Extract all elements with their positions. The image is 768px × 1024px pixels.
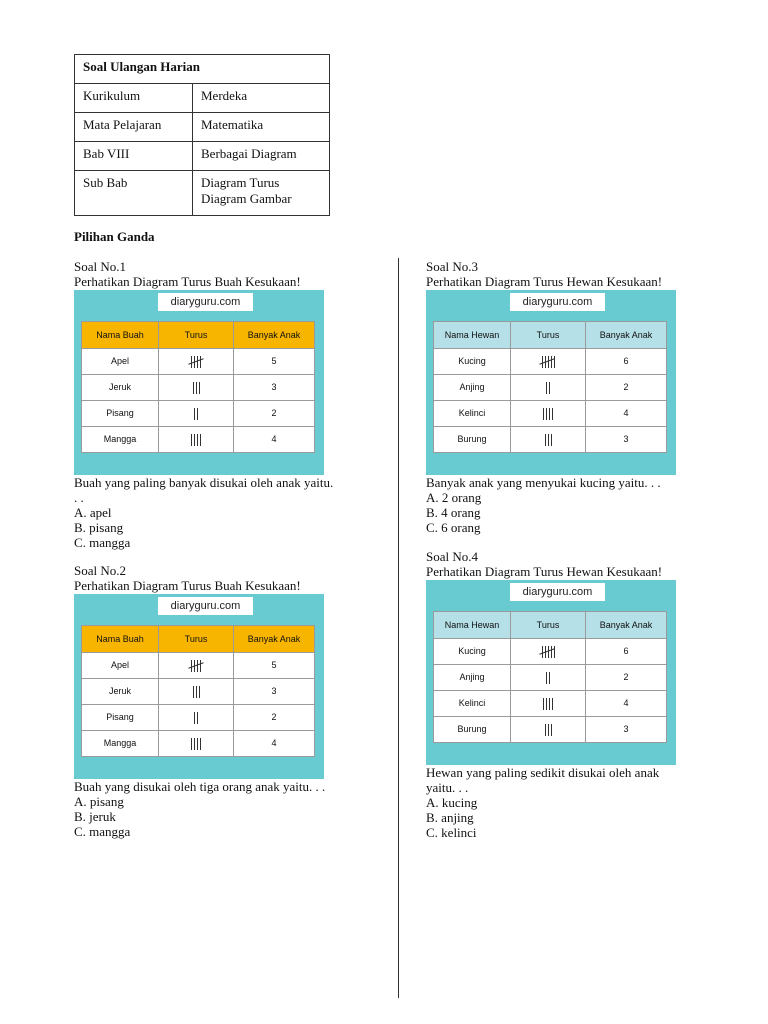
question-text: Buah yang disukai oleh tiga orang anak yaitu. . .	[74, 779, 326, 794]
info-table	[74, 54, 330, 216]
answer-option: B. jeruk	[74, 809, 116, 824]
tally-marks-cell	[511, 717, 586, 743]
tally-row	[434, 349, 667, 375]
tally-marks	[541, 645, 556, 659]
tally-header-cell: Nama Hewan	[434, 322, 511, 349]
tally-name-cell: Kucing	[434, 349, 511, 375]
tally-row	[434, 427, 667, 453]
question-instruction: Perhatikan Diagram Turus Buah Kesukaan!	[74, 578, 301, 593]
tally-name-cell: Jeruk	[82, 679, 159, 705]
tally-marks	[545, 671, 551, 685]
tally-name-cell: Pisang	[82, 705, 159, 731]
watermark-brand: diaryguru.com	[158, 597, 253, 615]
question-text: yaitu. . .	[426, 780, 469, 795]
tally-chart-image	[74, 594, 324, 779]
tally-marks	[545, 381, 551, 395]
answer-option: C. kelinci	[426, 825, 477, 840]
question-instruction: Perhatikan Diagram Turus Hewan Kesukaan!	[426, 274, 663, 289]
tally-name-cell: Burung	[434, 427, 511, 453]
answer-option: B. anjing	[426, 810, 474, 825]
tally-header-cell: Nama Buah	[82, 626, 159, 653]
tally-count-cell: 2	[586, 665, 667, 691]
tally-count-cell: 4	[586, 691, 667, 717]
tally-header-cell: Banyak Anak	[586, 612, 667, 639]
question-instruction: Perhatikan Diagram Turus Hewan Kesukaan!	[426, 564, 663, 579]
tally-name-cell: Apel	[82, 653, 159, 679]
tally-row	[434, 665, 667, 691]
question-block	[426, 549, 736, 840]
tally-count-cell: 4	[234, 427, 315, 453]
watermark-brand: diaryguru.com	[158, 293, 253, 311]
info-value-line: Diagram Turus	[201, 175, 280, 190]
tally-header-row	[82, 626, 315, 653]
tally-table	[433, 611, 667, 743]
tally-marks	[542, 407, 554, 421]
question-block	[74, 563, 384, 839]
info-key: Kurikulum	[75, 84, 193, 113]
tally-row	[434, 717, 667, 743]
answer-option: C. mangga	[74, 824, 131, 839]
tally-name-cell: Burung	[434, 717, 511, 743]
tally-count-cell: 6	[586, 639, 667, 665]
tally-marks	[190, 355, 202, 369]
tally-header-cell: Turus	[511, 612, 586, 639]
tally-count-cell: 2	[234, 705, 315, 731]
tally-marks	[544, 723, 553, 737]
question-text: Banyak anak yang menyukai kucing yaitu. . .	[426, 475, 661, 490]
tally-marks	[190, 737, 202, 751]
info-row	[75, 84, 330, 113]
tally-row	[434, 691, 667, 717]
tally-name-cell: Mangga	[82, 427, 159, 453]
tally-marks	[544, 433, 553, 447]
tally-header-cell: Nama Hewan	[434, 612, 511, 639]
info-title: Soal Ulangan Harian	[75, 55, 330, 84]
answer-option: A. kucing	[426, 795, 478, 810]
info-value: Merdeka	[193, 84, 330, 113]
tally-header-cell: Turus	[159, 322, 234, 349]
answer-option: C. mangga	[74, 535, 131, 550]
tally-marks	[193, 711, 199, 725]
tally-name-cell: Kelinci	[434, 691, 511, 717]
tally-row	[434, 375, 667, 401]
tally-header-row	[434, 322, 667, 349]
tally-name-cell: Apel	[82, 349, 159, 375]
tally-row	[434, 401, 667, 427]
question-instruction: Perhatikan Diagram Turus Buah Kesukaan!	[74, 274, 301, 289]
tally-marks-cell	[511, 349, 586, 375]
info-row	[75, 142, 330, 171]
tally-marks-cell	[511, 375, 586, 401]
question-label: Soal No.4	[426, 549, 478, 564]
tally-marks-cell	[159, 349, 234, 375]
tally-row	[82, 349, 315, 375]
tally-chart-image	[426, 290, 676, 475]
tally-chart-image	[74, 290, 324, 475]
info-key: Bab VIII	[75, 142, 193, 171]
question-label: Soal No.1	[74, 259, 126, 274]
tally-count-cell: 3	[234, 679, 315, 705]
tally-count-cell: 5	[234, 653, 315, 679]
tally-table	[81, 625, 315, 757]
answer-option: A. pisang	[74, 794, 124, 809]
question-block	[426, 259, 736, 535]
tally-marks	[541, 355, 556, 369]
tally-count-cell: 4	[234, 731, 315, 757]
tally-name-cell: Mangga	[82, 731, 159, 757]
tally-header-cell: Turus	[159, 626, 234, 653]
question-block	[74, 259, 384, 550]
tally-header-cell: Banyak Anak	[234, 322, 315, 349]
tally-marks-cell	[159, 653, 234, 679]
question-label: Soal No.2	[74, 563, 126, 578]
tally-row	[82, 375, 315, 401]
tally-count-cell: 3	[234, 375, 315, 401]
tally-name-cell: Kucing	[434, 639, 511, 665]
answer-option: B. pisang	[74, 520, 124, 535]
info-row	[75, 171, 330, 216]
column-divider	[398, 258, 399, 998]
tally-marks-cell	[159, 375, 234, 401]
tally-row	[434, 639, 667, 665]
tally-name-cell: Jeruk	[82, 375, 159, 401]
info-key: Mata Pelajaran	[75, 113, 193, 142]
answer-option: A. apel	[74, 505, 112, 520]
section-title: Pilihan Ganda	[74, 229, 155, 244]
tally-marks	[192, 381, 201, 395]
question-text: Hewan yang paling sedikit disukai oleh anak	[426, 765, 660, 780]
info-title-row	[75, 55, 330, 84]
tally-table	[81, 321, 315, 453]
question-text: . .	[74, 490, 84, 505]
info-value-line: Diagram Gambar	[201, 191, 292, 206]
tally-header-cell: Banyak Anak	[586, 322, 667, 349]
tally-marks	[542, 697, 554, 711]
tally-chart-image	[426, 580, 676, 765]
tally-marks-cell	[511, 639, 586, 665]
tally-header-row	[82, 322, 315, 349]
tally-marks-cell	[511, 401, 586, 427]
tally-marks	[190, 433, 202, 447]
tally-count-cell: 2	[234, 401, 315, 427]
info-value: Berbagai Diagram	[193, 142, 330, 171]
watermark-brand: diaryguru.com	[510, 583, 605, 601]
tally-row	[82, 653, 315, 679]
tally-count-cell: 3	[586, 427, 667, 453]
question-text: Buah yang paling banyak disukai oleh anak yaitu.	[74, 475, 334, 490]
tally-row	[82, 401, 315, 427]
info-value: Matematika	[193, 113, 330, 142]
tally-marks	[190, 659, 202, 673]
tally-row	[82, 705, 315, 731]
tally-count-cell: 2	[586, 375, 667, 401]
answer-option: A. 2 orang	[426, 490, 482, 505]
tally-header-cell: Banyak Anak	[234, 626, 315, 653]
info-key: Sub Bab	[75, 171, 193, 216]
tally-marks-cell	[159, 427, 234, 453]
tally-marks	[193, 407, 199, 421]
tally-table	[433, 321, 667, 453]
tally-count-cell: 6	[586, 349, 667, 375]
tally-marks-cell	[511, 665, 586, 691]
tally-row	[82, 679, 315, 705]
tally-header-cell: Turus	[511, 322, 586, 349]
tally-count-cell: 4	[586, 401, 667, 427]
tally-marks-cell	[159, 731, 234, 757]
info-row	[75, 113, 330, 142]
tally-marks	[192, 685, 201, 699]
tally-count-cell: 3	[586, 717, 667, 743]
tally-marks-cell	[511, 427, 586, 453]
answer-option: C. 6 orang	[426, 520, 481, 535]
tally-marks-cell	[159, 705, 234, 731]
answer-option: B. 4 orang	[426, 505, 481, 520]
tally-header-row	[434, 612, 667, 639]
tally-name-cell: Anjing	[434, 665, 511, 691]
tally-marks-cell	[511, 691, 586, 717]
tally-row	[82, 731, 315, 757]
tally-name-cell: Pisang	[82, 401, 159, 427]
tally-marks-cell	[159, 679, 234, 705]
tally-count-cell: 5	[234, 349, 315, 375]
watermark-brand: diaryguru.com	[510, 293, 605, 311]
question-label: Soal No.3	[426, 259, 478, 274]
tally-header-cell: Nama Buah	[82, 322, 159, 349]
tally-marks-cell	[159, 401, 234, 427]
tally-row	[82, 427, 315, 453]
tally-name-cell: Anjing	[434, 375, 511, 401]
info-value	[193, 171, 330, 216]
tally-name-cell: Kelinci	[434, 401, 511, 427]
